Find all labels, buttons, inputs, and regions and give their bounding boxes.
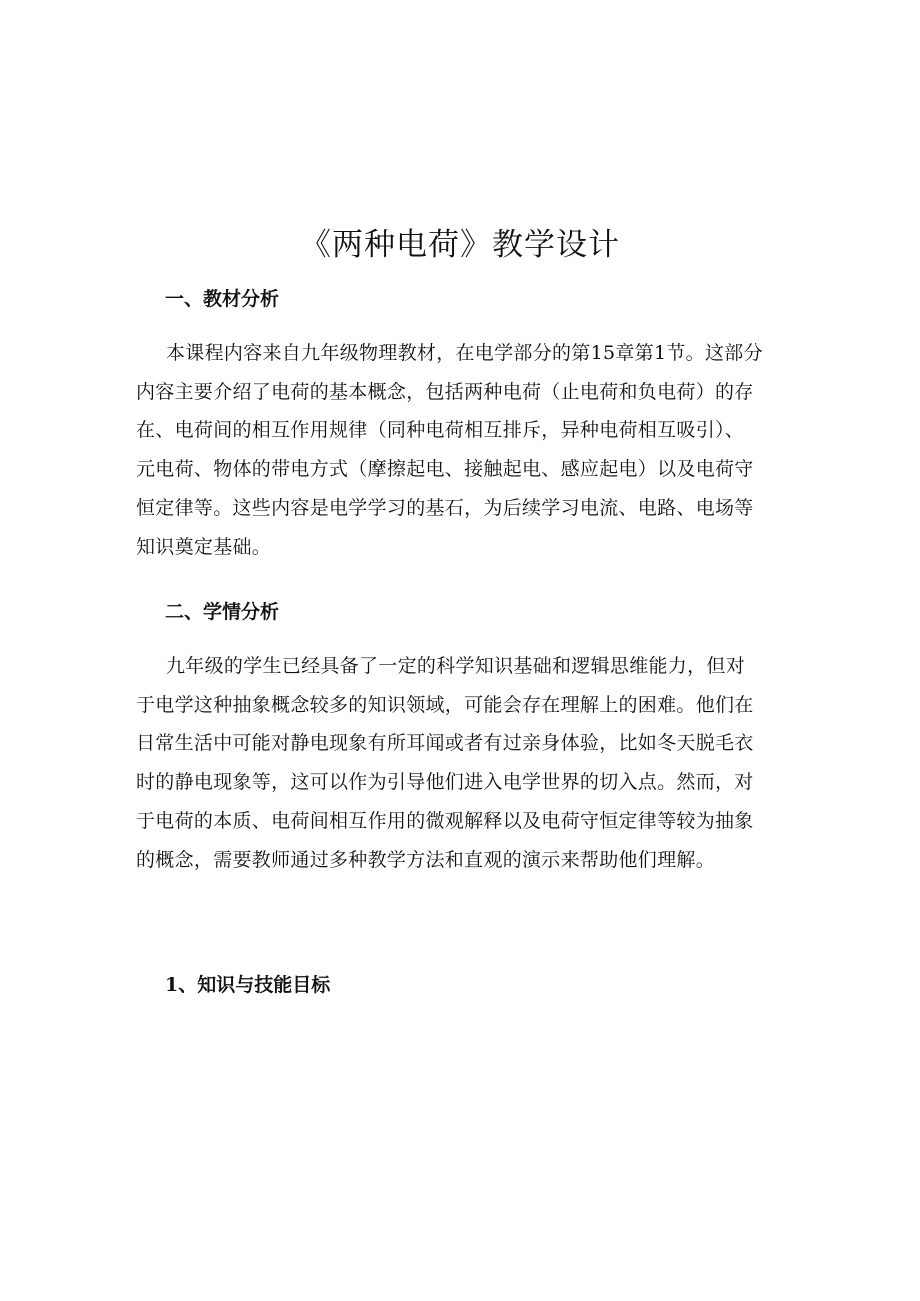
paragraph-textbook-analysis <box>136 334 786 566</box>
paragraph-line: 元电荷、物体的带电方式（摩擦起电、接触起电、感应起电）以及电荷守 <box>136 458 754 481</box>
paragraph-line: 的概念，需要教师通过多种教学方法和直观的演示来帮助他们理解。 <box>136 848 716 871</box>
paragraph-line: 本课程内容来自九年级物理教材，在电学部分的第15章第1节。这部分 <box>166 342 763 364</box>
paragraph-line: 在、电荷间的相互作用规律（同种电荷相互排斥，异种电荷相互吸引）、 <box>136 419 745 442</box>
paragraph-line: 恒定律等。这些内容是电学学习的基石，为后续学习电流、电路、电场等 <box>136 496 754 519</box>
section-heading-textbook-analysis: 一、教材分析 <box>165 288 280 310</box>
paragraph-line: 内容主要介绍了电荷的基本概念，包括两种电荷（止电荷和负电荷）的存 <box>136 380 754 403</box>
paragraph-line: 知识奠定基础。 <box>136 535 272 558</box>
paragraph-line: 于电荷的本质、电荷间相互作用的微观解释以及电荷守恒定律等较为抽象 <box>136 809 754 832</box>
paragraph-line: 九年级的学生已经具备了一定的科学知识基础和逻辑思维能力，但对 <box>166 655 746 677</box>
section-heading-knowledge-goals: 1、知识与技能目标 <box>165 974 331 996</box>
paragraph-line: 于电学这种抽象概念较多的知识领域，可能会存在理解上的困难。他们在 <box>136 693 754 716</box>
section-heading-student-analysis: 二、学情分析 <box>165 601 280 623</box>
paragraph-line: 时的静电现象等，这可以作为引导他们进入电学世界的切入点。然而，对 <box>136 771 754 794</box>
paragraph-line: 日常生活中可能对静电现象有所耳闻或者有过亲身体验，比如冬天脱毛衣 <box>136 732 754 755</box>
document-title: 《两种电荷》教学设计 <box>300 227 620 263</box>
paragraph-student-analysis <box>136 647 786 879</box>
